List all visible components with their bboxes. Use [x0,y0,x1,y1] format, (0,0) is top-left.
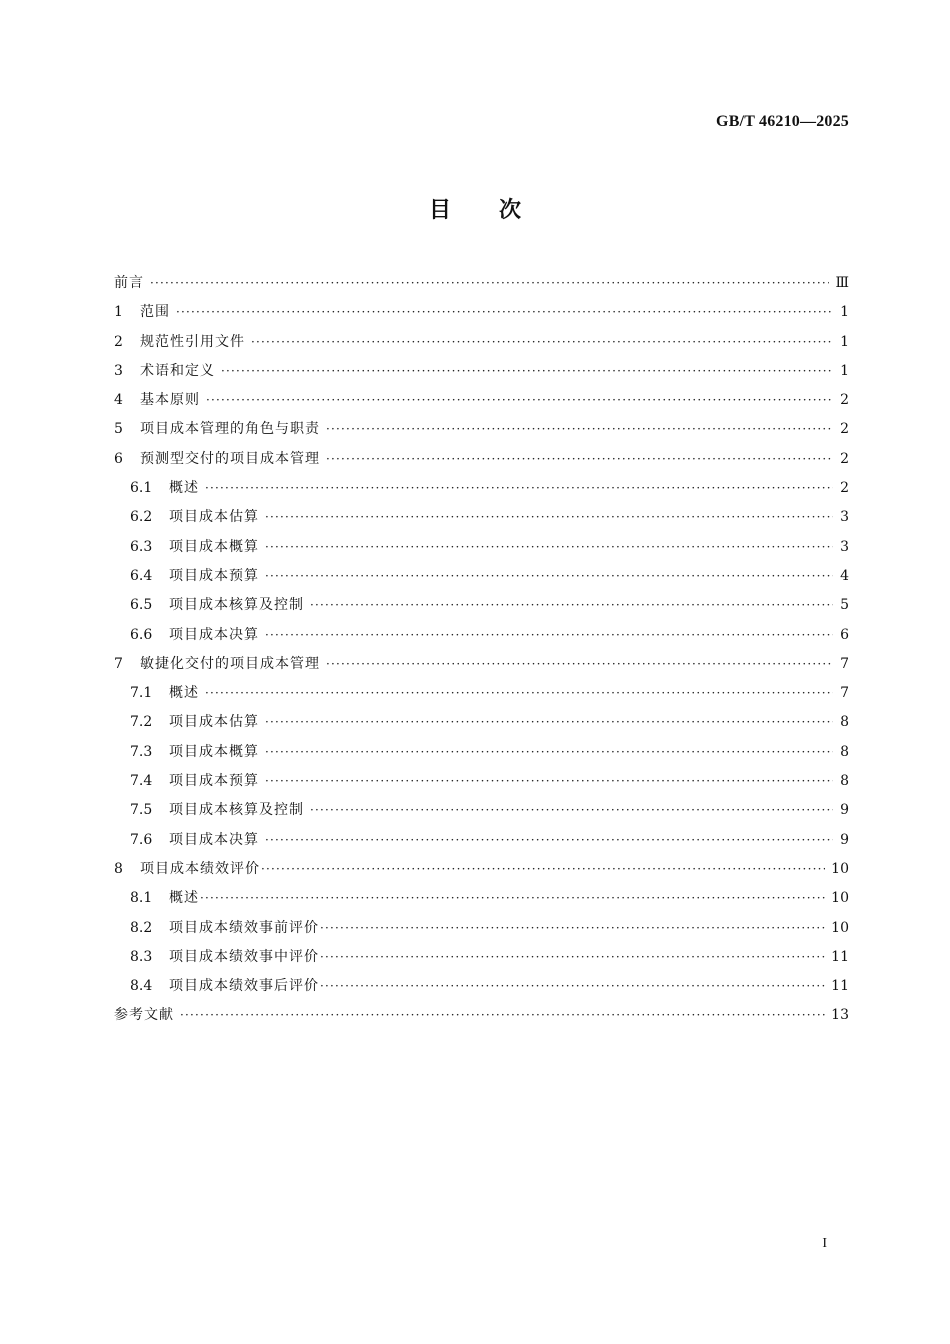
toc-dot-leader [265,533,833,562]
toc-entry-number: 8.4 [130,978,153,995]
toc-entry-label: 规范性引用文件 [140,333,245,350]
toc-entry[interactable] [114,738,849,767]
toc-entry[interactable] [114,298,849,327]
toc-entry[interactable] [114,415,849,444]
toc-entry[interactable] [114,591,849,620]
toc-entry-label: 基本原则 [140,392,200,409]
toc-entry-page: 2 [840,480,849,497]
toc-entry[interactable] [114,445,849,474]
toc-entry-page: 8 [840,773,849,790]
toc-entry[interactable] [114,826,849,855]
toc-entry-number: 7.4 [130,773,153,790]
toc-dot-leader [206,386,833,415]
toc-entry[interactable] [114,1001,849,1030]
toc-entry-number: 6.1 [130,480,153,497]
toc-entry-number: 8.1 [130,890,153,907]
toc-dot-leader [326,415,833,444]
toc-entry-label: 项目成本绩效事后评价 [169,978,319,995]
toc-dot-leader [326,445,833,474]
toc-entry-number: 6.5 [130,597,153,614]
toc-entry-page: 7 [840,655,849,672]
toc-entry[interactable] [114,914,849,943]
page-number: I [822,1236,827,1251]
toc-entry-label: 项目成本预算 [169,567,259,584]
toc-entry-number: 6.2 [130,509,153,526]
toc-dot-leader [320,914,825,943]
toc-entry-label: 项目成本绩效事中评价 [169,948,319,965]
toc-dot-leader [180,1001,825,1030]
toc-entry[interactable] [114,796,849,825]
toc-entry[interactable] [114,679,849,708]
toc-entry[interactable] [114,386,849,415]
toc-dot-leader [265,708,833,737]
toc-entry-page: 1 [840,333,849,350]
toc-entry-page: 10 [831,860,849,877]
toc-entry-page: 2 [840,421,849,438]
toc-entry-label: 术语和定义 [140,362,215,379]
toc-dot-leader [320,972,825,1001]
toc-entry-page: 6 [840,626,849,643]
toc-entry-number: 5 [114,421,123,438]
toc-entry-number: 7.5 [130,802,153,819]
toc-entry-page: 8 [840,743,849,760]
toc-entry-page: 2 [840,450,849,467]
toc-entry[interactable] [114,621,849,650]
toc-dot-leader [265,503,833,532]
toc-entry-number: 6.4 [130,567,153,584]
toc-dot-leader [265,738,833,767]
toc-entry-number: 7 [114,655,123,672]
toc-dot-leader [251,328,833,357]
toc-entry[interactable] [114,943,849,972]
toc-dot-leader [221,357,833,386]
toc-entry-number: 8.3 [130,948,153,965]
toc-entry-page: 13 [831,1007,849,1024]
toc-entry-label: 项目成本概算 [169,538,259,555]
toc-dot-leader [326,650,833,679]
toc-entry-label: 项目成本概算 [169,743,259,760]
table-of-contents [114,269,849,1031]
toc-entry[interactable] [114,474,849,503]
toc-entry[interactable] [114,503,849,532]
toc-entry-number: 3 [114,362,123,379]
toc-entry-label: 项目成本预算 [169,773,259,790]
toc-entry-number: 4 [114,392,123,409]
toc-entry-label: 项目成本绩效事前评价 [169,919,319,936]
toc-dot-leader [265,826,833,855]
toc-dot-leader [205,474,833,503]
toc-entry-page: 8 [840,714,849,731]
toc-entry[interactable] [114,357,849,386]
toc-entry-label: 项目成本估算 [169,509,259,526]
toc-entry[interactable] [114,269,849,298]
toc-entry-label: 概述 [169,480,199,497]
toc-entry-label: 前言 [114,275,144,291]
toc-entry-number: 6 [114,450,123,467]
toc-entry-label: 概述 [169,890,199,907]
toc-entry-page: Ⅲ [835,275,849,291]
toc-entry-number: 7.2 [130,714,153,731]
toc-entry-page: 2 [840,392,849,409]
toc-dot-leader [176,298,833,327]
toc-entry-page: 9 [840,802,849,819]
toc-dot-leader [265,767,833,796]
toc-entry[interactable] [114,767,849,796]
toc-entry-label: 项目成本决算 [169,626,259,643]
toc-entry-label: 范围 [140,304,170,321]
toc-entry[interactable] [114,650,849,679]
toc-entry[interactable] [114,972,849,1001]
toc-entry-number: 7.1 [130,685,153,702]
toc-entry-label: 项目成本核算及控制 [169,802,304,819]
toc-entry-label: 参考文献 [114,1007,174,1024]
toc-entry-page: 7 [840,685,849,702]
toc-entry[interactable] [114,533,849,562]
toc-dot-leader [265,621,833,650]
toc-dot-leader [310,796,833,825]
toc-entry-page: 11 [831,948,849,965]
toc-entry-page: 11 [831,978,849,995]
toc-entry-label: 预测型交付的项目成本管理 [140,450,320,467]
toc-entry-label: 概述 [169,685,199,702]
toc-entry-page: 4 [840,567,849,584]
toc-dot-leader [150,269,829,298]
toc-entry-page: 3 [840,509,849,526]
toc-entry-page: 10 [831,919,849,936]
toc-entry-label: 项目成本决算 [169,831,259,848]
toc-entry-number: 8.2 [130,919,153,936]
toc-entry-page: 10 [831,890,849,907]
toc-entry-label: 敏捷化交付的项目成本管理 [140,655,320,672]
toc-entry-page: 1 [840,362,849,379]
toc-entry-label: 项目成本管理的角色与职责 [140,421,320,438]
toc-entry[interactable] [114,562,849,591]
toc-entry-number: 2 [114,333,123,350]
toc-entry-page: 5 [840,597,849,614]
toc-entry-label: 项目成本核算及控制 [169,597,304,614]
toc-dot-leader [205,679,833,708]
toc-entry-number: 6.6 [130,626,153,643]
page-title: 目次 [428,198,569,223]
toc-dot-leader [200,884,825,913]
toc-entry-number: 8 [114,860,123,877]
toc-entry[interactable] [114,708,849,737]
standard-code: GB/T 46210—2025 [716,113,849,130]
toc-entry-page: 1 [840,304,849,321]
toc-entry-page: 9 [840,831,849,848]
toc-dot-leader [261,855,825,884]
toc-entry-number: 1 [114,304,123,321]
toc-entry-number: 6.3 [130,538,153,555]
toc-entry[interactable] [114,884,849,913]
toc-entry-number: 7.3 [130,743,153,760]
toc-entry[interactable] [114,855,849,884]
toc-dot-leader [320,943,825,972]
toc-entry-label: 项目成本绩效评价 [140,860,260,877]
toc-entry-page: 3 [840,538,849,555]
toc-entry-label: 项目成本估算 [169,714,259,731]
toc-dot-leader [265,562,833,591]
toc-dot-leader [310,591,833,620]
toc-entry[interactable] [114,328,849,357]
toc-entry-number: 7.6 [130,831,153,848]
